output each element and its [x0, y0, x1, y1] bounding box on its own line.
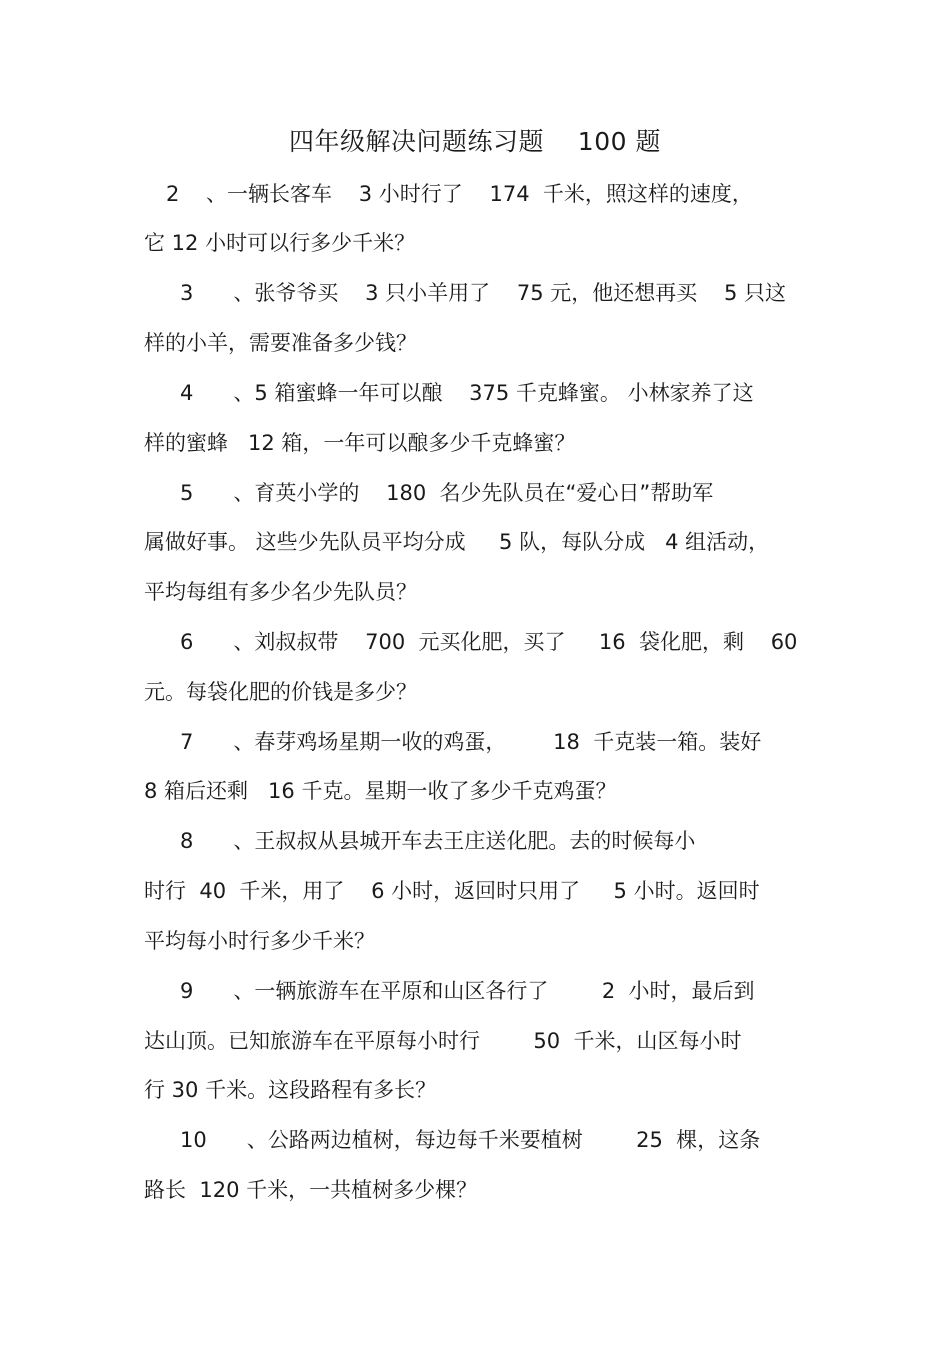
- problem-7-line-2: 8 箱后还剩 16 千克。星期一收了多少千克鸡蛋？: [144, 779, 617, 803]
- problem-10-line-1: 10 、公路两边植树，每边每千米要植树 25 棵，这条: [180, 1128, 761, 1152]
- problem-2-line-2: 它 12 小时可以行多少千米？: [144, 231, 416, 255]
- page-title: 四年级解决问题练习题 100 题: [289, 127, 661, 156]
- problem-10-line-2: 路长 120 千米，一共植树多少棵？: [144, 1178, 478, 1202]
- problem-4-line-2: 样的蜜蜂 12 箱，一年可以酿多少千克蜂蜜？: [144, 431, 576, 455]
- problem-6-line-1: 6 、刘叔叔带 700 元买化肥，买了 16 袋化肥，剩 60: [180, 630, 798, 654]
- problem-8-line-1: 8 、王叔叔从县城开车去王庄送化肥。去的时候每小: [180, 829, 696, 853]
- problem-9-line-3: 行 30 千米。这段路程有多长？: [144, 1078, 437, 1102]
- problem-8-line-2: 时行 40 千米，用了 6 小时，返回时只用了 5 小时。返回时: [144, 879, 760, 903]
- problem-8-line-3: 平均每小时行多少千米？: [144, 929, 375, 953]
- problem-5-line-1: 5 、育英小学的 180 名少先队员在“爱心日”帮助军: [180, 481, 714, 505]
- problem-9-line-1: 9 、一辆旅游车在平原和山区各行了 2 小时，最后到: [180, 979, 755, 1003]
- problem-3-line-2: 样的小羊，需要准备多少钱？: [144, 331, 417, 355]
- problem-9-line-2: 达山顶。已知旅游车在平原每小时行 50 千米，山区每小时: [144, 1029, 742, 1053]
- problem-7-line-1: 7 、春芽鸡场星期一收的鸡蛋， 18 千克装一箱。装好: [180, 730, 762, 754]
- problem-2-line-1: 2 、一辆长客车 3 小时行了 174 千米，照这样的速度，: [166, 182, 753, 206]
- problem-5-line-2: 属做好事。 这些少先队员平均分成 5 队，每队分成 4 组活动，: [144, 530, 770, 554]
- problem-5-line-3: 平均每组有多少名少先队员？: [144, 580, 417, 604]
- problem-4-line-1: 4 、5 箱蜜蜂一年可以酿 375 千克蜂蜜。 小林家养了这: [180, 381, 754, 405]
- problem-6-line-2: 元。每袋化肥的价钱是多少？: [144, 680, 417, 704]
- problem-3-line-1: 3 、张爷爷买 3 只小羊用了 75 元，他还想再买 5 只这: [180, 281, 786, 305]
